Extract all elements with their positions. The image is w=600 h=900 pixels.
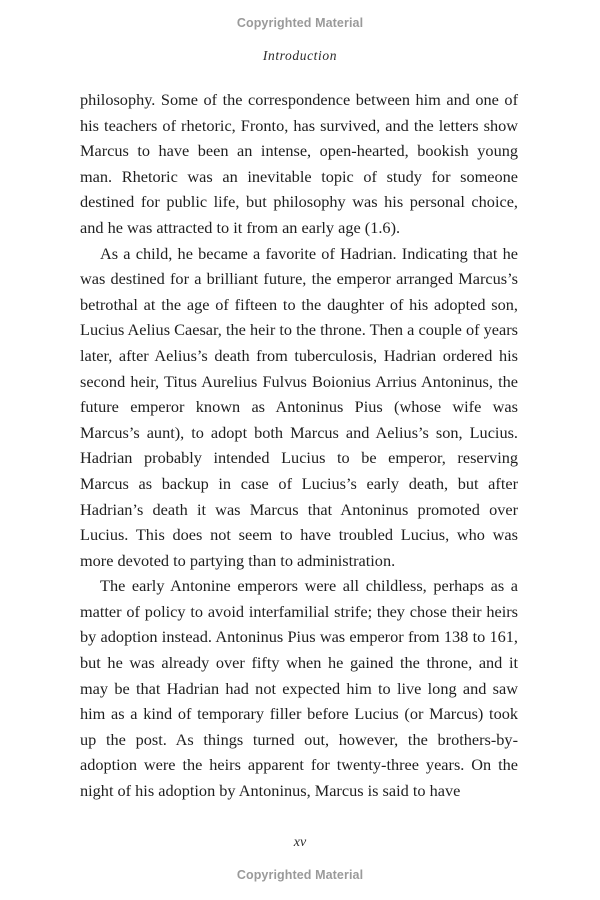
copyright-watermark-top: Copyrighted Material <box>236 16 364 30</box>
page-number: xv <box>293 835 307 850</box>
paragraph-2: As a child, he became a favorite of Hadrian. Indicating that he was destined for a brilliant future, the emperor arranged Marcus’s betrothal at the age of fifteen to the daughter of his adopted son, Lucius Aelius Caesar, the heir to the throne. Then a couple of years later, after Aelius’s death from tuberculosis, Hadrian ordered his second heir, Titus Aurelius Fulvus Boionius Arrius Antoninus, the future emperor known as Antoninus Pius (whose wife was Marcus’s aunt), to adopt both Marcus and Aelius’s son, Lucius. Hadrian probably intended Lucius to be emperor, reserving Marcus as backup in case of Lucius’s early death, but after Hadrian’s death it was Marcus that Antoninus promoted over Lucius. This does not seem to have troubled Lucius, who was more devoted to partying than to administration. <box>80 243 518 570</box>
paragraph-1: philosophy. Some of the correspondence between him and one of his teachers of rhetoric, Fronto, has survived, and the letters show Marcus to have been an intense, open-hearted, bookish young man. Rhetoric was an inevitable topic of study for someone destined for public life, but philosophy was his personal choice, and he was attracted to it from an early age (1.6). <box>80 90 518 237</box>
copyright-watermark-bottom: Copyrighted Material <box>236 868 364 882</box>
paragraph-3: The early Antonine emperors were all childless, perhaps as a matter of policy to avoid interfamilial strife; they chose their heirs by adoption instead. Antoninus Pius was emperor from 138 to 161, but he was already over fifty when he gained the throne, and it may be that Hadrian had not expected him to live long and saw him as a kind of temporary filler before Lucius (or Marcus) took up the post. As things turned out, however, the brothers-by-adoption were the heirs apparent for twenty-three years. On the night of his adoption by Antoninus, Marcus is said to have <box>80 576 518 801</box>
body-text <box>80 87 518 804</box>
running-head: Introduction <box>262 48 338 63</box>
